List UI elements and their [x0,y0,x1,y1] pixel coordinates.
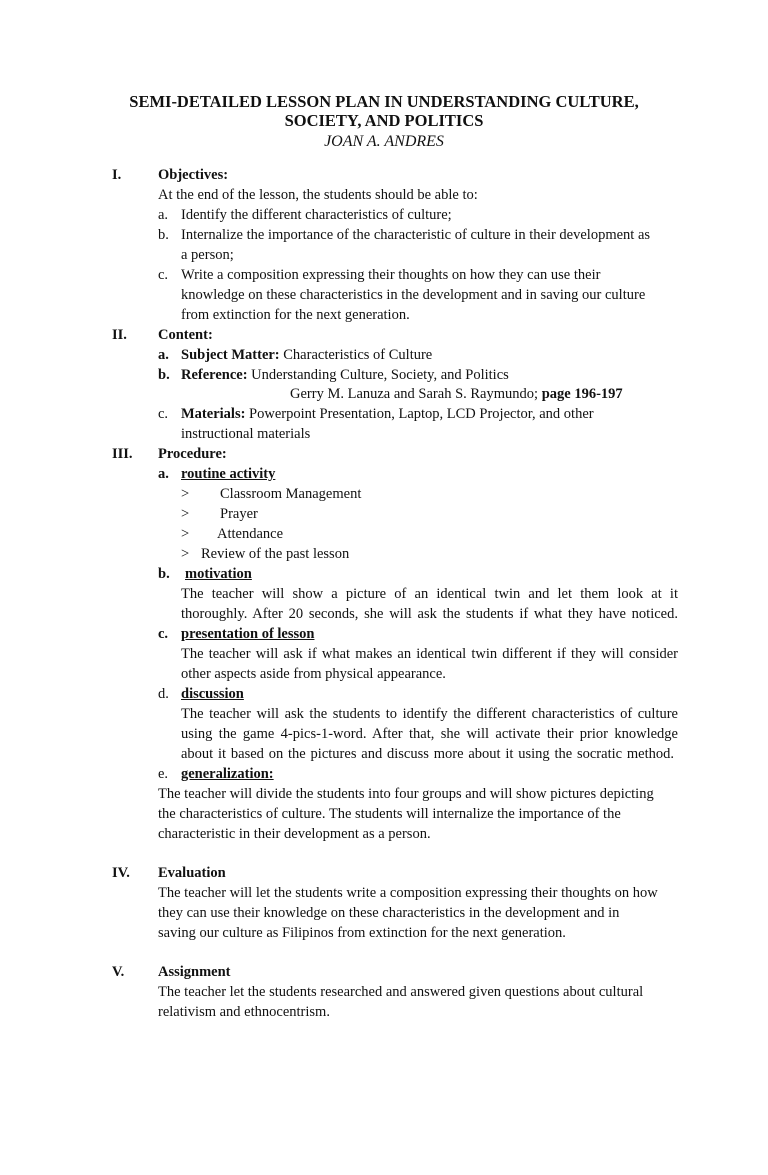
presentation-line-1: The teacher will ask if what makes an identical twin different if they will consider [181,646,678,662]
reference-authors: Gerry M. Lanuza and Sarah S. Raymundo; [290,386,542,402]
routine-item: Prayer [220,506,258,522]
objective-b-label: b. [158,227,169,243]
presentation-line-2: other aspects aside from physical appearance. [181,666,446,682]
routine-arrow-2: > [181,506,190,522]
document-title-line-1: SEMI-DETAILED LESSON PLAN IN UNDERSTANDING CULTURE, [129,92,639,111]
discussion-line-2: using the game 4-pics-1-word. After that, she will activate their prior knowledge [181,726,678,742]
procedure-discussion-heading: discussion [181,686,244,702]
routine-arrow-1: > [181,486,190,502]
content-reference [181,367,509,384]
materials-value: Powerpoint Presentation, Laptop, LCD Projector, and other [245,406,594,422]
content-c-label: c. [158,406,169,422]
subject-matter-label: Subject Matter: [181,347,280,363]
reference-value: Understanding Culture, Society, and Politics [247,367,509,383]
subject-matter-value: Characteristics of Culture [279,347,433,363]
materials-label: Materials: [181,406,246,422]
reference-pages: page 196-197 [541,386,623,402]
motivation-line-1: The teacher will show a picture of an identical twin and let them look at it [181,586,678,602]
procedure-generalization-heading: generalization: [181,766,274,782]
objective-a-text: Identify the different characteristics of culture; [181,207,452,223]
section-heading-assignment: Assignment [158,964,231,980]
content-b-label: b. [158,367,170,383]
assignment-line-2: relativism and ethnocentrism. [158,1004,330,1020]
section-heading-content: Content: [158,327,213,343]
author-name: JOAN A. ANDRES [324,133,444,150]
content-subject-matter [181,347,432,364]
generalization-line-2: the characteristics of culture. The students will internalize the importance of the [158,806,621,822]
section-number-assignment: V. [112,964,125,980]
procedure-c-label: c. [158,626,169,642]
objective-c-continuation-2: from extinction for the next generation. [181,307,410,323]
objective-b-continuation: a person; [181,247,234,263]
procedure-a-label: a. [158,466,169,482]
procedure-presentation-heading: presentation of lesson [181,626,315,642]
content-materials [181,406,594,423]
objective-b-text: Internalize the importance of the characteristic of culture in their development as [181,227,651,243]
content-a-label: a. [158,347,169,363]
content-reference-authors [290,386,623,403]
procedure-d-label: d. [158,686,169,702]
routine-item: Classroom Management [220,486,362,502]
document-title-line-2: SOCIETY, AND POLITICS [284,111,484,130]
procedure-e-label: e. [158,766,169,782]
objective-c-label: c. [158,267,169,283]
procedure-motivation-heading: motivation [185,566,252,582]
reference-label: Reference: [181,367,248,383]
procedure-b-label: b. [158,566,170,582]
objective-a-label: a. [158,207,169,223]
routine-item: Review of the past lesson [201,546,350,562]
motivation-line-2: thoroughly. After 20 seconds, she will ask the students if what they have noticed. [181,606,678,622]
section-number-objectives: I. [112,167,122,183]
generalization-line-3: characteristic in their development as a person. [158,826,431,842]
generalization-line-1: The teacher will divide the students into four groups and will show pictures depicting [158,786,654,802]
evaluation-line-3: saving our culture as Filipinos from extinction for the next generation. [158,925,566,941]
routine-arrow-4: > [181,546,190,562]
procedure-routine-heading: routine activity [181,466,276,482]
evaluation-line-1: The teacher will let the students write a composition expressing their thoughts on how [158,885,658,901]
section-number-evaluation: IV. [112,865,130,881]
section-number-procedure: III. [112,446,133,462]
discussion-line-3: about it based on the pictures and discuss more about it using the socratic method. [181,746,674,762]
content-materials-continuation: instructional materials [181,426,311,442]
evaluation-line-2: they can use their knowledge on these characteristics in the development and in [158,905,620,921]
discussion-line-1: The teacher will ask the students to identify the different characteristics of culture [181,706,678,722]
objective-c-text: Write a composition expressing their thoughts on how they can use their [181,267,601,283]
objective-c-continuation-1: knowledge on these characteristics in the development and in saving our culture [181,287,646,303]
section-heading-procedure: Procedure: [158,446,227,462]
routine-item: Attendance [217,526,284,542]
routine-arrow-3: > [181,526,190,542]
objectives-intro: At the end of the lesson, the students should be able to: [158,187,478,203]
section-number-content: II. [112,327,127,343]
section-heading-evaluation: Evaluation [158,865,226,881]
section-heading-objectives: Objectives: [158,167,229,183]
assignment-line-1: The teacher let the students researched and answered given questions about cultural [158,984,644,1000]
